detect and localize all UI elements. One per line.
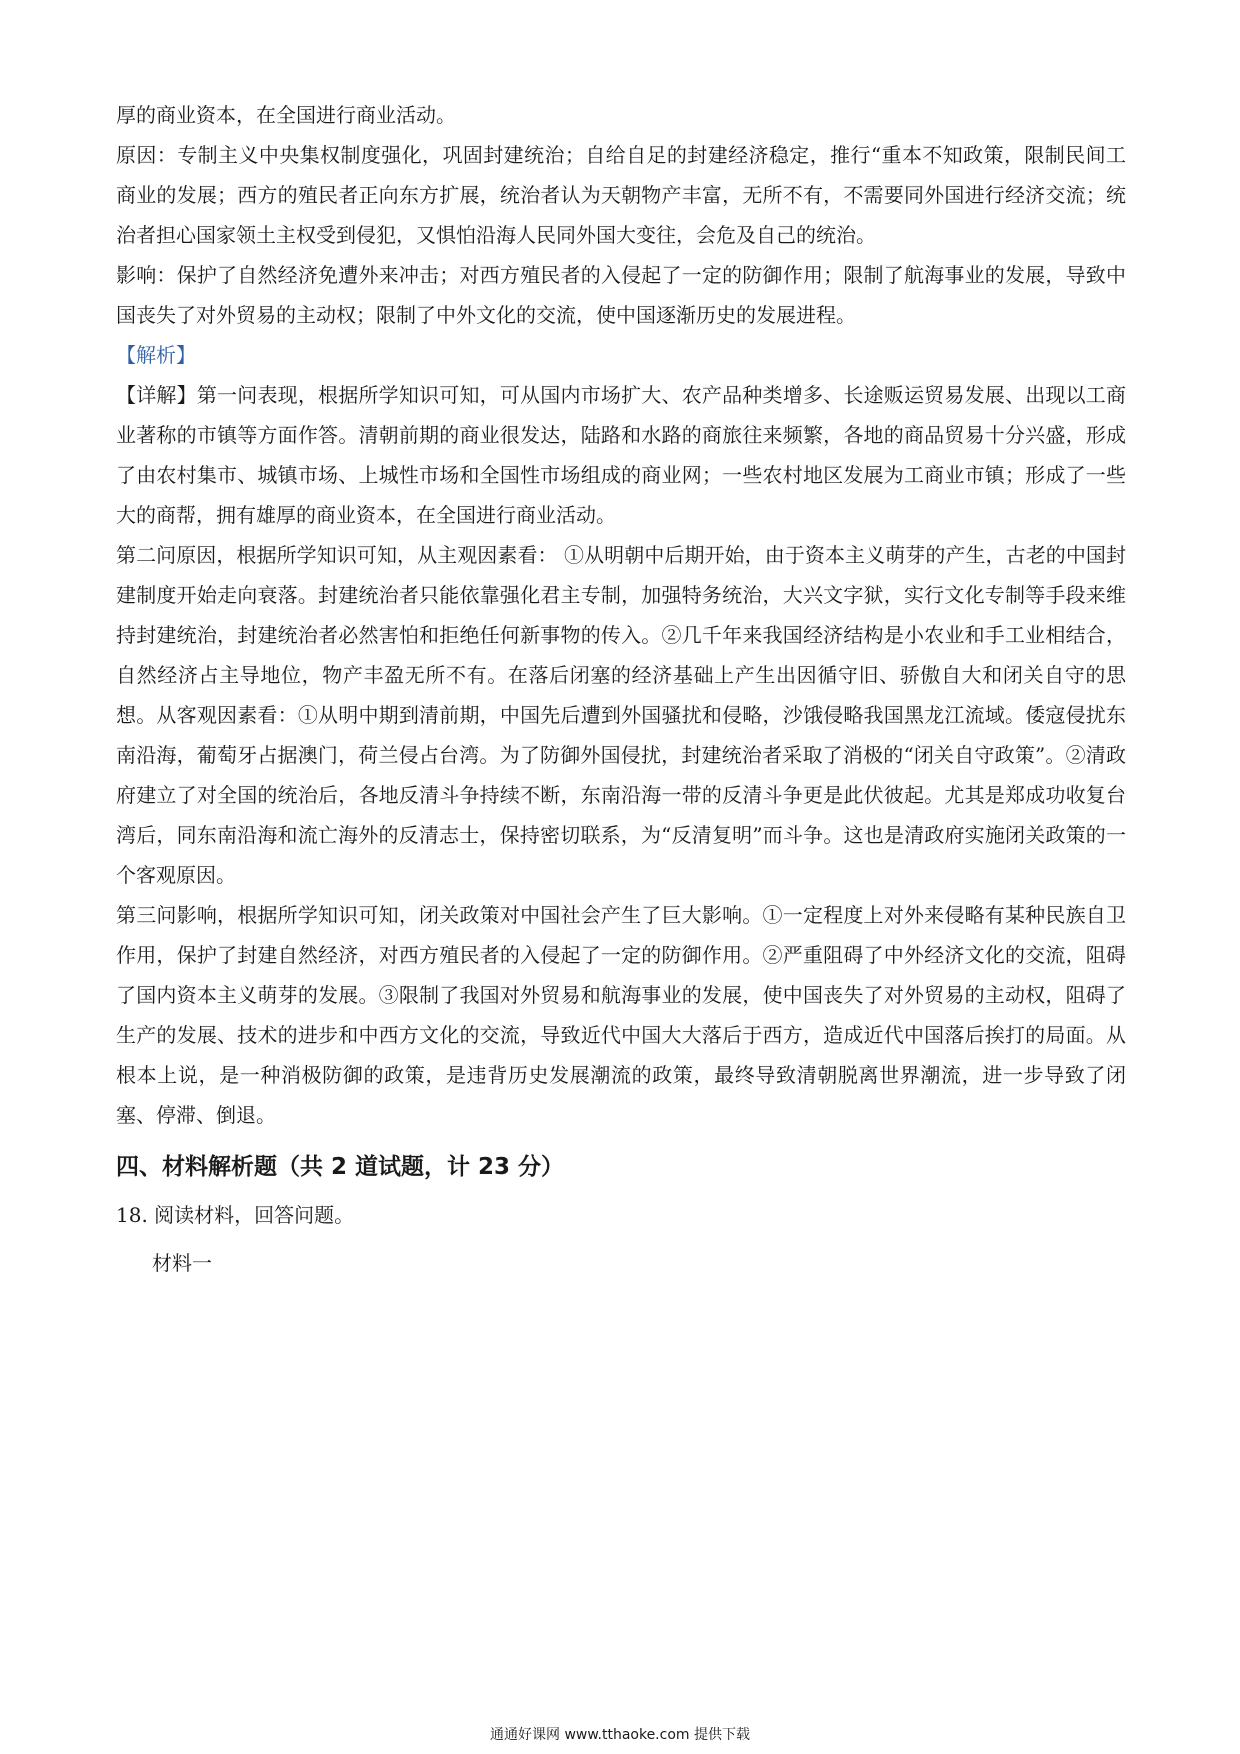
answer-impact: 影响：保护了自然经济免遭外来冲击；对西方殖民者的入侵起了一定的防御作用；限制了航海事业的发展，导致中国丧失了对外贸易的主动权；限制了中外文化的交流，使中国逐渐历史的发展进程。 [116, 263, 1126, 327]
page-footer: 通通好课网 www.tthaoke.com 提供下载 [490, 1727, 750, 1743]
answer-reason: 原因：专制主义中央集权制度强化，巩固封建统治；自给自足的封建经济稳定，推行“重本不知政策，限制民间工商业的发展；西方的殖民者正向东方扩展，统治者认为天朝物产丰富，无所不有，不需要同外国进行经济交流；统治者担心国家领土主权受到侵犯，又惧怕沿海人民同外国大变往，会危及自己的统治。 [116, 143, 1126, 247]
section-heading: 四、材料解析题（共 2 道试题，计 23 分） [116, 1154, 565, 1180]
answer-continuation: 厚的商业资本，在全国进行商业活动。 [116, 103, 456, 127]
material-label: 材料一 [152, 1251, 212, 1275]
analysis-detail-text: 第一问表现，根据所学知识可知，可从国内市场扩大、农产品种类增多、长途贩运贸易发展、出现以工商业著称的市镇等方面作答。清朝前期的商业很发达，陆路和水路的商旅往来频繁，各地的商品贸易十分兴盛，形成了由农村集市、城镇市场、上城性市场和全国性市场组成的商业网；一些农村地区发展为工商业市镇；形成了一些大的商帮，拥有雄厚的商业资本，在全国进行商业活动。 [116, 383, 1127, 527]
analysis-q2: 第二问原因，根据所学知识可知，从主观因素看： ①从明朝中后期开始，由于资本主义萌芽的产生，古老的中国封建制度开始走向衰落。封建统治者只能依靠强化君主专制，加强特务统治，大兴文字狱，实行文化专制等手段来维持封建统治，封建统治者必然害怕和拒绝任何新事物的传入。②几千年来我国经济结构是小农业和手工业相结合，自然经济占主导地位，物产丰盈无所不有。在落后闭塞的经济基础上产生出因循守旧、骄傲自大和闭关自守的思想。从客观因素看：①从明中期到清前期，中国先后遭到外国骚扰和侵略，沙饿侵略我国黑龙江流域。倭寇侵扰东南沿海，葡萄牙占据澳门，荷兰侵占台湾。为了防御外国侵扰，封建统治者采取了消极的“闭关自守政策”。②清政府建立了对全国的统治后，各地反清斗争持续不断，东南沿海一带的反清斗争更是此伏彼起。尤其是郑成功收复台湾后，同东南沿海和流亡海外的反清志士，保持密切联系，为“反清复明”而斗争。这也是清政府实施闭关政策的一个客观原因。 [116, 543, 1126, 887]
detail-label: 【详解】 [116, 383, 197, 407]
question-18-prompt: 18. 阅读材料，回答问题。 [116, 1203, 355, 1227]
document-body [116, 95, 1126, 1283]
analysis-detail [116, 375, 1126, 535]
analysis-q3: 第三问影响，根据所学知识可知，闭关政策对中国社会产生了巨大影响。①一定程度上对外来侵略有某种民族自卫作用，保护了封建自然经济，对西方殖民者的入侵起了一定的防御作用。②严重阻碍了中外经济文化的交流，阻碍了国内资本主义萌芽的发展。③限制了我国对外贸易和航海事业的发展，使中国丧失了对外贸易的主动权，阻碍了生产的发展、技术的进步和中西方文化的交流，导致近代中国大大落后于西方，造成近代中国落后挨打的局面。从根本上说，是一种消极防御的政策，是违背历史发展潮流的政策，最终导致清朝脱离世界潮流，进一步导致了闭塞、停滞、倒退。 [116, 903, 1126, 1127]
analysis-tag: 【解析】 [116, 343, 196, 367]
